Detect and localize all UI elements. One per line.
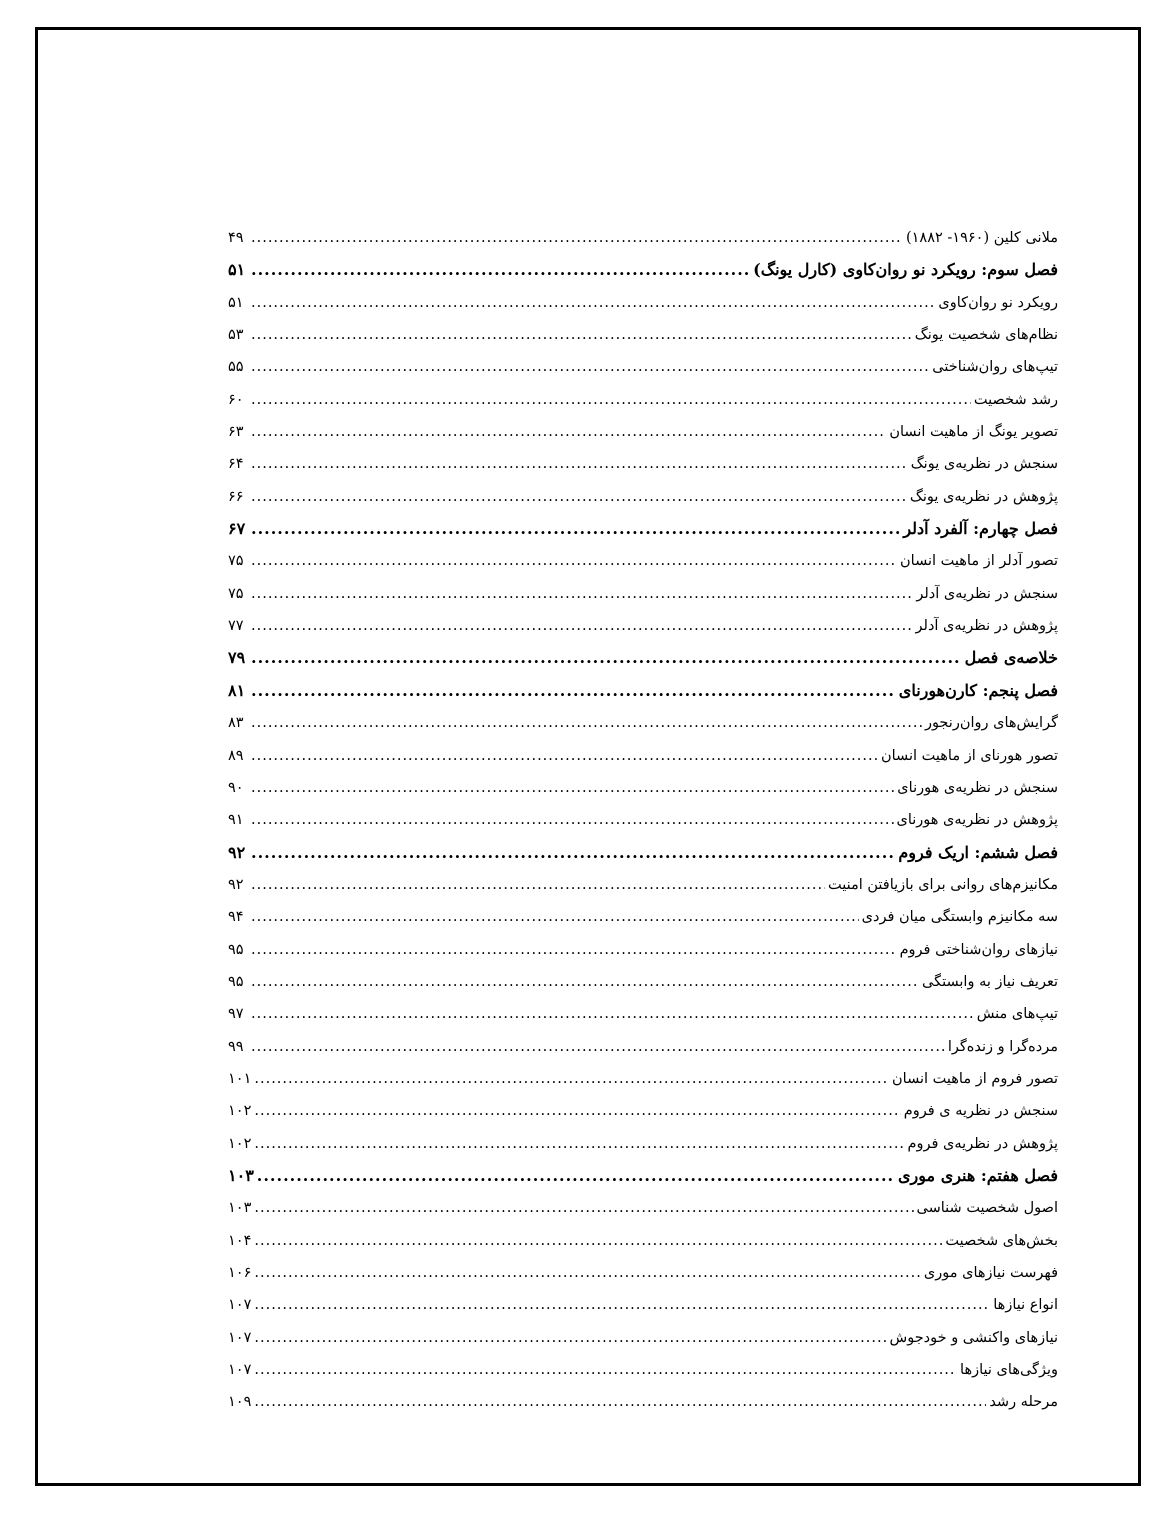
toc-entry[interactable] (228, 901, 1058, 933)
toc-dot-leader (251, 740, 878, 772)
toc-dot-leader (251, 287, 935, 319)
toc-dot-leader (251, 707, 922, 739)
toc-page-number: ۹۷ (228, 1006, 244, 1023)
toc-entry[interactable] (228, 578, 1058, 610)
toc-dot-leader (251, 1031, 945, 1063)
toc-page-number: ۴۹ (228, 230, 244, 246)
toc-chapter-entry[interactable] (228, 513, 1058, 545)
toc-page-number: ۱۰۱ (228, 1070, 252, 1087)
toc-entry[interactable] (228, 481, 1058, 513)
toc-entry[interactable] (228, 1031, 1058, 1063)
table-of-contents (228, 222, 1058, 1419)
toc-dot-leader (254, 1386, 986, 1418)
toc-entry-title: سنجش در نظریه ی فروم (903, 1103, 1058, 1120)
toc-entry[interactable] (228, 222, 1058, 254)
toc-page-number: ۸۹ (228, 747, 244, 764)
toc-dot-leader (251, 351, 929, 383)
toc-entry[interactable] (228, 448, 1058, 480)
toc-entry-title: سنجش در نظریه‌ی هورنای (897, 779, 1058, 796)
toc-entry[interactable] (228, 998, 1058, 1030)
toc-entry[interactable] (228, 416, 1058, 448)
toc-dot-leader (251, 319, 912, 351)
toc-entry[interactable] (228, 384, 1058, 416)
toc-entry[interactable] (228, 319, 1058, 351)
toc-entry-title: فصل پنجم: کارن‌هورنای (898, 680, 1058, 700)
toc-entry[interactable] (228, 1192, 1058, 1224)
toc-dot-leader (251, 804, 894, 836)
toc-dot-leader (254, 1063, 889, 1095)
toc-entry[interactable] (228, 1063, 1058, 1095)
toc-dot-leader (254, 1095, 900, 1127)
toc-entry-title: تصور هورنای از ماهیت انسان (880, 747, 1058, 764)
toc-dot-leader (251, 675, 896, 707)
toc-entry-title: پژوهش در نظریه‌ی یونگ (909, 488, 1058, 505)
toc-entry-title: فصل هفتم: هنری موری (898, 1165, 1058, 1185)
toc-entry[interactable] (228, 707, 1058, 739)
toc-dot-leader (254, 1289, 990, 1321)
toc-page-number: ۹۱ (228, 812, 244, 829)
toc-dot-leader (251, 545, 897, 577)
toc-entry-title: مرحله رشد (989, 1394, 1058, 1411)
toc-entry-title: پژوهش در نظریه‌ی فروم (907, 1135, 1058, 1152)
toc-entry[interactable] (228, 1225, 1058, 1257)
toc-dot-leader (254, 1257, 921, 1289)
toc-entry[interactable] (228, 869, 1058, 901)
toc-page-number: ۷۵ (228, 553, 244, 570)
toc-page-number: ۱۰۹ (228, 1394, 252, 1411)
toc-entry-title: رشد شخصیت (973, 391, 1058, 408)
toc-page-number: ۵۱ (228, 260, 246, 280)
toc-page-number: ۱۰۶ (228, 1265, 252, 1281)
toc-page-number: ۹۰ (228, 779, 244, 796)
toc-chapter-entry[interactable] (228, 1160, 1058, 1192)
toc-entry-title: گرایش‌های روان‌رنجور (924, 715, 1058, 732)
toc-dot-leader (254, 1225, 942, 1257)
toc-page-number: ۶۷ (228, 519, 246, 539)
toc-dot-leader (257, 1160, 895, 1192)
toc-entry[interactable] (228, 772, 1058, 804)
toc-entry-title: تصویر یونگ از ماهیت انسان (889, 424, 1058, 441)
toc-dot-leader (251, 869, 825, 901)
toc-page-number: ۹۵ (228, 941, 244, 958)
toc-entry[interactable] (228, 804, 1058, 836)
toc-page-number: ۹۴ (228, 909, 244, 926)
toc-chapter-entry[interactable] (228, 642, 1058, 674)
toc-entry-title: تیپ‌های روان‌شناختی (932, 359, 1058, 376)
toc-entry[interactable] (228, 1354, 1058, 1386)
toc-entry[interactable] (228, 545, 1058, 577)
toc-page-number: ۹۵ (228, 973, 244, 990)
toc-page-number: ۶۶ (228, 488, 244, 505)
toc-page-number: ۱۰۲ (228, 1103, 252, 1120)
toc-dot-leader (254, 1354, 957, 1386)
toc-entry-title: فصل ششم: اریک فروم (898, 842, 1058, 862)
toc-dot-leader (251, 772, 894, 804)
toc-dot-leader (251, 998, 974, 1030)
toc-dot-leader (251, 610, 913, 642)
toc-entry[interactable] (228, 934, 1058, 966)
toc-dot-leader (251, 254, 750, 286)
toc-page-number: ۶۳ (228, 424, 244, 441)
toc-dot-leader (251, 934, 897, 966)
toc-dot-leader (251, 222, 903, 254)
toc-entry[interactable] (228, 1322, 1058, 1354)
toc-chapter-entry[interactable] (228, 254, 1058, 286)
toc-entry[interactable] (228, 1386, 1058, 1418)
toc-entry-title: تعریف نیاز به وابستگی (921, 973, 1058, 990)
toc-page-number: ۱۰۴ (228, 1232, 252, 1249)
toc-entry-title: انواع نیازها (993, 1297, 1058, 1314)
toc-dot-leader (251, 384, 971, 416)
toc-entry-title: خلاصه‌ی فصل (964, 648, 1058, 668)
toc-entry-title: پژوهش در نظریه‌ی آدلر (915, 618, 1058, 635)
toc-entry-title: تیپ‌های منش (976, 1006, 1058, 1023)
toc-dot-leader (251, 513, 900, 545)
toc-entry-title: اصول شخصیت شناسی (916, 1200, 1058, 1217)
toc-entry[interactable] (228, 1257, 1058, 1289)
toc-dot-leader (251, 448, 908, 480)
toc-entry-title: نیازهای روان‌شناختی فروم (899, 941, 1058, 958)
toc-page-number: ۹۲ (228, 876, 244, 893)
toc-entry[interactable] (228, 610, 1058, 642)
toc-entry-title: نیازهای واکنشی و خودجوش (889, 1329, 1058, 1346)
toc-entry[interactable] (228, 966, 1058, 998)
toc-dot-leader (251, 901, 859, 933)
toc-page-number: ۱۰۷ (228, 1297, 252, 1314)
toc-entry-title: سنجش در نظریه‌ی یونگ (910, 456, 1058, 473)
toc-dot-leader (254, 1192, 913, 1224)
toc-dot-leader (251, 837, 895, 869)
toc-page-number: ۵۳ (228, 327, 244, 344)
toc-entry[interactable] (228, 1128, 1058, 1160)
toc-entry-title: تصور فروم از ماهیت انسان (892, 1070, 1058, 1087)
toc-page-number: ۱۰۳ (228, 1200, 252, 1217)
toc-page-number: ۱۰۳ (228, 1165, 254, 1185)
toc-page-number: ۱۰۲ (228, 1135, 252, 1152)
toc-page-number: ۶۴ (228, 456, 244, 473)
toc-entry-title: ملانی کلین (۱۹۶۰- ۱۸۸۲) (905, 230, 1058, 246)
toc-entry-title: رویکرد نو روان‌کاوی (938, 294, 1058, 311)
toc-page-number: ۶۰ (228, 391, 244, 408)
toc-entry-title: فصل سوم: رویکرد نو روان‌کاوی (کارل یونگ) (753, 260, 1058, 280)
toc-entry[interactable] (228, 351, 1058, 383)
toc-entry-title: بخش‌های شخصیت (945, 1232, 1058, 1249)
toc-page-number: ۷۵ (228, 585, 244, 602)
toc-entry[interactable] (228, 1095, 1058, 1127)
toc-entry-title: فهرست نیازهای موری (923, 1265, 1058, 1281)
toc-entry-title: نظام‌های شخصیت یونگ (914, 327, 1058, 344)
toc-dot-leader (251, 578, 913, 610)
toc-entry-title: سنجش در نظریه‌ی آدلر (916, 585, 1058, 602)
toc-entry-title: سه مکانیزم وابستگی میان فردی (861, 909, 1058, 926)
toc-page-number: ۹۲ (228, 842, 246, 862)
toc-entry[interactable] (228, 740, 1058, 772)
toc-entry-title: فصل چهارم: آلفرد آدلر (903, 519, 1058, 539)
toc-entry-title: تصور آدلر از ماهیت انسان (900, 553, 1058, 570)
toc-page-number: ۹۹ (228, 1038, 244, 1055)
toc-entry-title: مکانیزم‌های روانی برای بازیافتن امنیت (827, 876, 1058, 893)
toc-dot-leader (251, 966, 919, 998)
toc-entry[interactable] (228, 287, 1058, 319)
toc-entry-title: پژوهش در نظریه‌ی هورنای (896, 812, 1058, 829)
toc-dot-leader (254, 1322, 886, 1354)
toc-chapter-entry[interactable] (228, 837, 1058, 869)
toc-page-number: ۱۰۷ (228, 1362, 252, 1379)
toc-dot-leader (251, 642, 962, 674)
toc-page-number: ۷۹ (228, 648, 246, 668)
toc-chapter-entry[interactable] (228, 675, 1058, 707)
toc-page-number: ۸۳ (228, 715, 244, 732)
toc-dot-leader (254, 1128, 904, 1160)
toc-entry-title: ویژگی‌های نیازها (960, 1362, 1058, 1379)
toc-entry[interactable] (228, 1289, 1058, 1321)
toc-page-number: ۸۱ (228, 680, 246, 700)
toc-page-number: ۵۵ (228, 359, 244, 376)
toc-dot-leader (251, 481, 907, 513)
toc-entry-title: مرده‌گرا و زنده‌گرا (947, 1038, 1058, 1055)
toc-page-number: ۱۰۷ (228, 1329, 252, 1346)
toc-page-number: ۷۷ (228, 618, 244, 635)
toc-dot-leader (251, 416, 886, 448)
toc-page-number: ۵۱ (228, 294, 244, 311)
